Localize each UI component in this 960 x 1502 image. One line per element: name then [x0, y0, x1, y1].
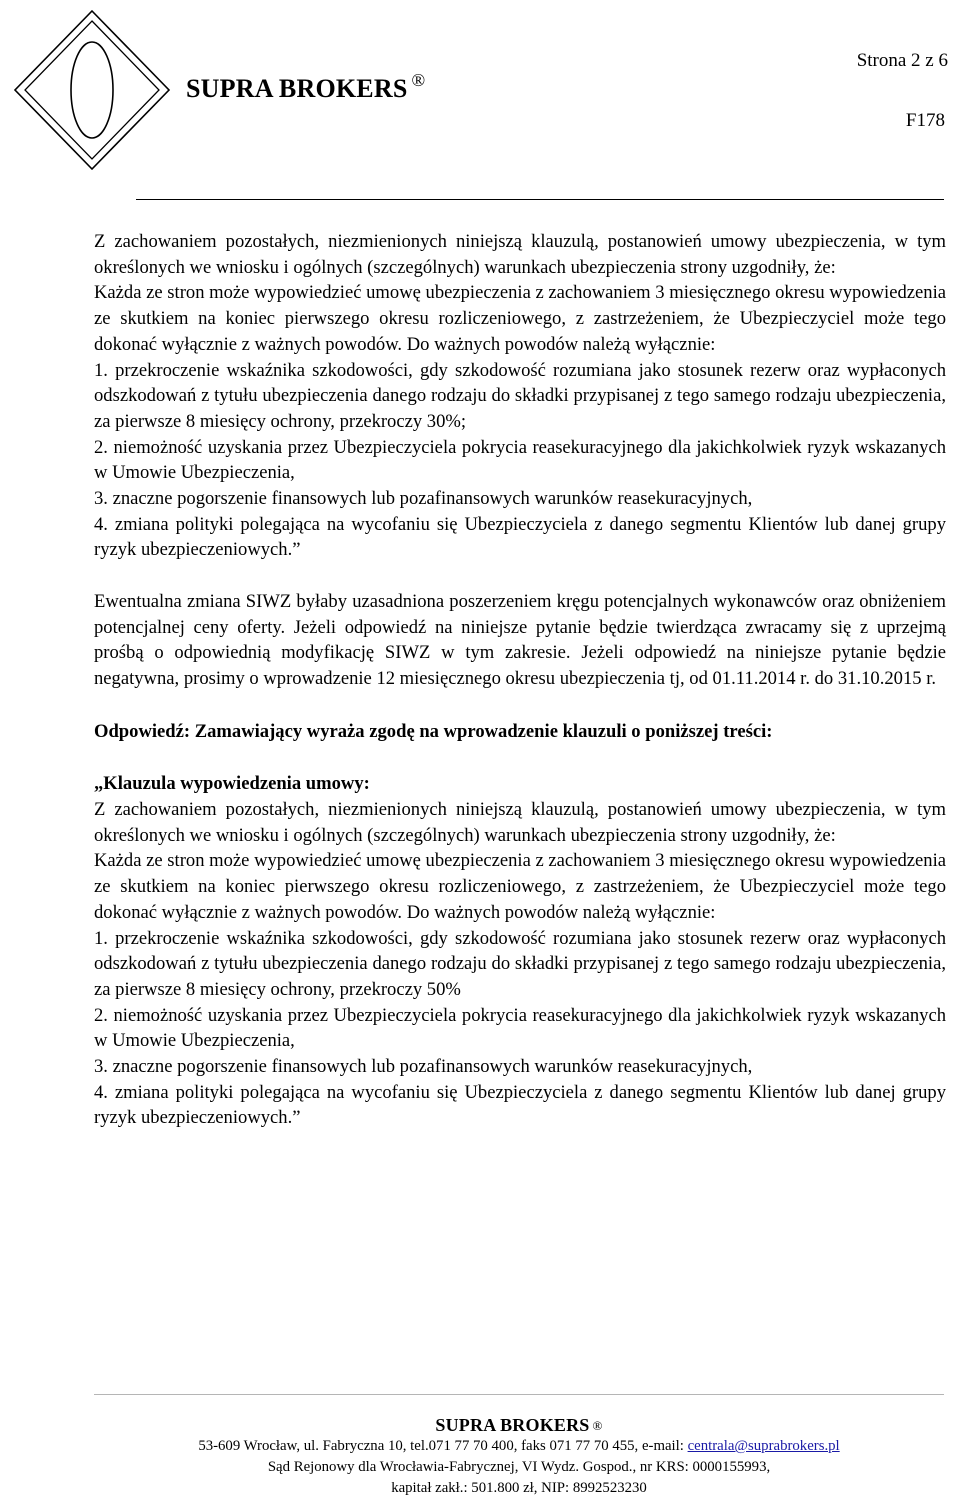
intro-paragraph: Z zachowaniem pozostałych, niezmienionych niniejszą klauzulą, postanowień umowy ubezpieczenia, w tym określonych we wniosku i ogólnych (szczególnych) warunkach ubezpieczenia strony uzgodniły, że: — [94, 231, 946, 278]
company-logo — [12, 8, 172, 172]
page-footer — [94, 1415, 944, 1499]
footer-registered-mark: ® — [592, 1418, 603, 1433]
request-paragraph: Ewentualna zmiana SIWZ byłaby uzasadniona poszerzeniem kręgu potencjalnych wykonawców oraz obniżeniem potencjalnej ceny oferty. Jeżeli odpowiedź na niniejsze pytanie będzie twierdząca zwracamy się z uprzejmą prośbą o odpowiednią modyfikację SIWZ w tym zakresie. Jeżeli odpowiedź na niniejsze pytanie będzie negatywna, prosimy o wprowadzenie 12 miesięcznego okresu ubezpieczenia tj, od 01.11.2014 r. do 31.10.2015 r. — [94, 590, 946, 689]
intro-list-item: 2. niemożność uzyskania przez Ubezpieczyciela pokrycia reasekuracyjnego dla jakichkolwiek ryzyk wskazanych w Umowie Ubezpieczenia, — [94, 436, 946, 484]
spacer — [94, 692, 946, 719]
clause-paragraph: Z zachowaniem pozostałych, niezmienionych niniejszą klauzulą, postanowień umowy ubezpieczenia, w tym określonych we wniosku i ogólnych (szczególnych) warunkach ubezpieczenia strony uzgodniły, że: — [94, 799, 946, 846]
answer-heading: Odpowiedź: Zamawiający wyraża zgodę na wprowadzenie klauzuli o poniższej treści: — [94, 720, 773, 742]
footer-address-text: 53-609 Wrocław, ul. Fabryczna 10, tel.071 77 70 400, faks 071 77 70 455, e-mail: — [198, 1438, 688, 1454]
intro-list-item: 1. przekroczenie wskaźnika szkodowości, gdy szkodowość rozumiana jako stosunek rezerw oraz wypłaconych odszkodowań z tytułu ubezpieczenia danego rodzaju do składki przypisanej z tego samego rodzaju ubezpieczenia, za pierwsze 8 miesięcy ochrony, przekroczy 30%; — [94, 359, 946, 432]
footer-court: Sąd Rejonowy dla Wrocławia-Fabrycznej, VI Wydz. Gospod., nr KRS: 0000155993, — [267, 1459, 771, 1475]
clause-list-item: 1. przekroczenie wskaźnika szkodowości, gdy szkodowość rozumiana jako stosunek rezerw oraz wypłaconych odszkodowań z tytułu ubezpieczenia danego rodzaju do składki przypisanej z tego samego rodzaju ubezpieczenia, za pierwsze 8 miesięcy ochrony, przekroczy 50% — [94, 927, 946, 1000]
clause-list-item: 2. niemożność uzyskania przez Ubezpieczyciela pokrycia reasekuracyjnego dla jakichkolwiek ryzyk wskazanych w Umowie Ubezpieczenia, — [94, 1004, 946, 1052]
intro-paragraph: Każda ze stron może wypowiedzieć umowę ubezpieczenia z zachowaniem 3 miesięcznego okresu wypowiedzenia ze skutkiem na koniec pierwszego okresu rozliczeniowego, z zastrzeżeniem, że Ubezpieczyciel może tego dokonać wyłącznie z ważnych powodów. Do ważnych powodów należą wyłącznie: — [94, 282, 946, 355]
footer-divider — [94, 1394, 944, 1395]
spacer — [94, 563, 946, 589]
footer-brand — [94, 1415, 944, 1436]
header-brand — [186, 70, 426, 104]
clause-paragraph: Każda ze stron może wypowiedzieć umowę ubezpieczenia z zachowaniem 3 miesięcznego okresu wypowiedzenia ze skutkiem na koniec pierwszego okresu rozliczeniowego, z zastrzeżeniem, że Ubezpieczyciel może tego dokonać wyłącznie z ważnych powodów. Do ważnych powodów należą wyłącznie: — [94, 850, 946, 923]
clause-title: „Klauzula wypowiedzenia umowy: — [94, 773, 370, 795]
clause-list-item: 3. znaczne pogorszenie finansowych lub pozafinansowych warunków reasekuracyjnych, — [94, 1056, 753, 1078]
diamond-logo-icon — [12, 8, 172, 172]
form-code: F178 — [905, 110, 945, 131]
page-number: Strona 2 z 6 — [856, 50, 948, 71]
intro-list-item: 4. zmiana polityki polegająca na wycofaniu się Ubezpieczyciela z danego segmentu Klientów lub danej grupy ryzyk ubezpieczeniowych.” — [94, 513, 946, 561]
email-link[interactable]: centrala@suprabrokers.pl — [687, 1438, 840, 1454]
intro-list-item: 3. znaczne pogorszenie finansowych lub pozafinansowych warunków reasekuracyjnych, — [94, 488, 753, 510]
footer-brand-name: SUPRA BROKERS — [435, 1415, 590, 1435]
document-body — [94, 229, 946, 1131]
clause-list-item: 4. zmiana polityki polegająca na wycofaniu się Ubezpieczyciela z danego segmentu Klientów lub danej grupy ryzyk ubezpieczeniowych.” — [94, 1081, 946, 1129]
brand-name: SUPRA BROKERS — [186, 74, 408, 103]
footer-address — [94, 1436, 944, 1457]
header-divider — [136, 199, 944, 200]
registered-mark: ® — [411, 70, 426, 90]
spacer — [94, 744, 946, 771]
footer-capital: kapitał zakł.: 501.800 zł, NIP: 8992523230 — [391, 1480, 647, 1496]
